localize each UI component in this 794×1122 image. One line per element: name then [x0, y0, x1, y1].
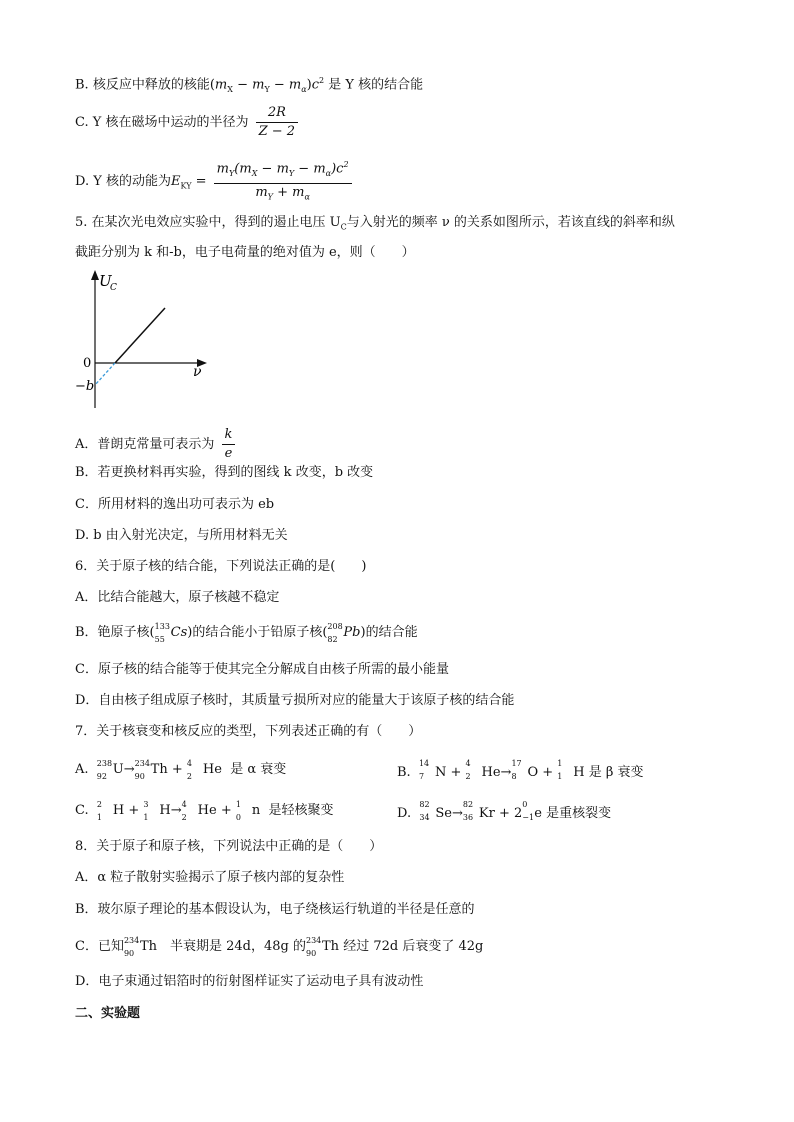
- graph-y-arrow: [91, 270, 99, 280]
- q7-stem: 7．关于核衰变和核反应的类型，下列表述正确的有（ ）: [75, 724, 422, 739]
- q8-option-a: A．α 粒子散射实验揭示了原子核内部的复杂性: [75, 870, 345, 885]
- q7-option-d: D. 82 34 Se→ 82 36 Kr + 2 0 −1 e 是重核裂变: [397, 800, 612, 822]
- graph-y-sub: C: [110, 283, 117, 293]
- q7-option-c: C. 2 1 H + 3 1 H→ 4 2 He + 1 0 n 是轻核聚变: [75, 800, 334, 822]
- q6-stem: 6．关于原子核的结合能，下列说法正确的是( ): [75, 559, 367, 574]
- q7-option-b: B. 14 7 N + 4 2 He→ 17 8 O + 1 1 H 是 β 衰变: [397, 759, 644, 781]
- q4-option-b: B. 核反应中释放的核能$(m_X - m_Y - m_\alpha)c^2$ 是 Y 核的结合能: [75, 76, 424, 94]
- graph-x-label: ν: [193, 364, 202, 380]
- q8-option-b: B．玻尔原子理论的基本假设认为，电子绕核运行轨道的半径是任意的: [75, 902, 475, 917]
- q4-option-c: C. Y 核在磁场中运动的半径为 $\frac{2R}{Z - 2}$: [75, 104, 301, 141]
- q5-option-a: A．普朗克常量可表示为 $\frac{k}{e}$: [75, 426, 238, 463]
- q6-option-b: B．铯原子核( 133 55 Cs)的结合能小于铅原子核( 208 82 Pb)的结合能: [75, 622, 418, 644]
- q6-option-c: C．原子核的结合能等于使其完全分解成自由核子所需的最小能量: [75, 662, 449, 677]
- q5-option-b: B．若更换材料再实验，得到的图线 k 改变，b 改变: [75, 465, 374, 480]
- graph-dashed-line: [95, 363, 115, 385]
- q5-graph: [75, 268, 215, 418]
- q8-stem: 8．关于原子和原子核，下列说法中正确的是（ ）: [75, 839, 383, 854]
- q5-stem-line2: 截距分别为 k 和-b，电子电荷量的绝对值为 e，则（ ）: [75, 245, 415, 260]
- q5-stem-line1: 5. 在某次光电效应实验中，得到的遏止电压 $U_C$与入射光的频率 ν 的关系如图所示，若该直线的斜率和纵: [75, 215, 675, 232]
- q6-option-a: A．比结合能越大，原子核越不稳定: [75, 590, 280, 605]
- graph-zero: 0: [83, 356, 92, 371]
- q4-option-d: D. Y 核的动能为$E_{KY}$ = $\frac{m_Y(m_X - m_Y - m_\alpha)c^2}{m_Y + m_\alpha}$: [75, 156, 355, 207]
- q8-option-c: C．已知 234 90 Th 半衰期是 24d，48g 的 234 90 Th 经过 72d 后衰变了 42g: [75, 936, 484, 958]
- q5-option-d: D. b 由入射光决定，与所用材料无关: [75, 528, 288, 543]
- graph-neg-b: −b: [75, 379, 95, 394]
- q5-option-c: C．所用材料的逸出功可表示为 eb: [75, 497, 275, 512]
- q6-option-d: D．自由核子组成原子核时，其质量亏损所对应的能量大于该原子核的结合能: [75, 693, 515, 708]
- q8-option-d: D．电子束通过铝箔时的衍射图样证实了运动电子具有波动性: [75, 974, 424, 989]
- graph-solid-line: [115, 308, 165, 363]
- graph-y-label: U: [99, 272, 112, 290]
- q7-option-a: A. 238 92 U→ 234 90 Th + 4 2 He 是 α 衰变: [75, 759, 287, 781]
- section-title: 二、实验题: [75, 1006, 141, 1021]
